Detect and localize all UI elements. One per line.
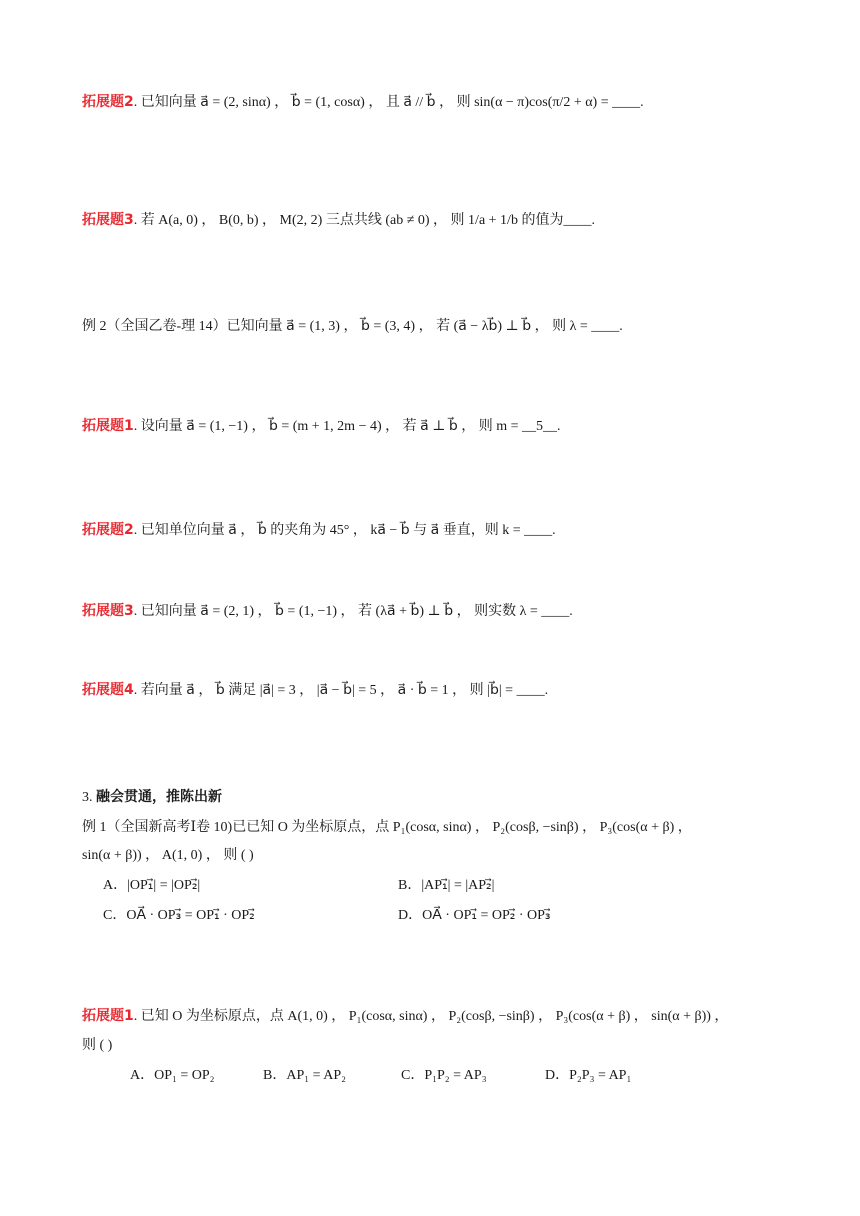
item-tag: 拓展题 [82,1008,124,1024]
item-text: 则 ( ) [82,1038,113,1053]
item-extension-1 [82,416,561,437]
item-extension-2b [82,520,556,541]
item-text: . 已知向量 a⃗ = (2, sinα) ， b⃗ = (1, cosα) ， 且 a⃗ // b⃗ ， 则 sin(α − π)cos(π/2 + α) = ____. [133,95,644,110]
item-text: . 若 A(a, 0) ， B(0, b) ， M(2, 2) 三点共线 (ab ≠ 0) ， 则 1/a + 1/b 的值为____. [133,213,595,228]
item-number: 3 [124,212,134,228]
item-text: . 已知单位向量 a⃗ ， b⃗ 的夹角为 45° ， ka⃗ − b⃗ 与 a⃗ 垂直，则 k = ____. [133,523,556,538]
item-number: 1 [124,418,134,434]
example-text: 例 2（全国乙卷-理 14）已知向量 a⃗ = (1, 3) ， b⃗ = (3, 4) ， 若 (a⃗ − λb⃗) ⊥ b⃗ ， 则 λ = ____. [82,319,623,334]
item-tag: 拓展题 [82,418,124,434]
item-text: . 若向量 a⃗ ， b⃗ 满足 |a⃗| = 3 ， |a⃗ − b⃗| = 5 ， a⃗ · b⃗ = 1 ， 则 |b⃗| = ____. [133,683,549,698]
item-tag: 拓展题 [82,603,124,619]
example-text: 例 1（全国新高考Ⅰ卷 10)已已知 O 为坐标原点，点 P₁(cosα, sinα) ， P₂(cosβ, −sinβ) ， P₃(cos(α + β) ， [82,820,692,835]
item-number: 1 [124,1008,134,1024]
item-number: 2 [124,522,134,538]
item-text: . 已知向量 a⃗ = (2, 1) ， b⃗ = (1, −1) ， 若 (λa⃗ + b⃗) ⊥ b⃗ ， 则实数 λ = ____. [133,604,573,619]
section-title: 融会贯通，推陈出新 [96,789,222,805]
item-text: . 设向量 a⃗ = (1, −1) ， b⃗ = (m + 1, 2m − 4) ， 若 a⃗ ⊥ b⃗ ， 则 m = __5__. [133,419,561,434]
example-1-line2 [82,846,254,866]
example-option-d: D．OA⃗ · OP₁⃗ = OP₂⃗ · OP₃⃗ [398,908,551,923]
example-option-a: A．|OP₁⃗| = |OP₂⃗| [103,878,201,893]
final-option-c: C．P₁P₂ = AP₃ [401,1068,487,1083]
example-1-line1 [82,818,692,838]
item-extension-2 [82,92,644,113]
item-tag: 拓展题 [82,522,124,538]
example-option-b: B．|AP₁⃗| = |AP₂⃗| [398,878,495,893]
final-item-line2 [82,1036,112,1056]
item-number: 3 [124,603,134,619]
item-tag: 拓展题 [82,212,124,228]
example-text: sin(α + β)) ， A(1, 0) ， 则 ( ) [82,848,254,863]
final-option-a: A．OP₁ = OP₂ [130,1068,215,1083]
final-option-d: D．P₂P₃ = AP₁ [545,1068,632,1083]
item-extension-4 [82,680,548,701]
item-tag: 拓展题 [82,682,124,698]
section-number: 3. [82,790,93,805]
item-number: 2 [124,94,134,110]
final-option-b: B．AP₁ = AP₂ [263,1068,347,1083]
item-text: . 已知 O 为坐标原点，点 A(1, 0) ， P₁(cosα, sinα) ， P₂(cosβ, −sinβ) ， P₃(cos(α + β) ， sin(α + β)) ， [133,1009,729,1024]
example-option-c: C．OA⃗ · OP₃⃗ = OP₁⃗ · OP₂⃗ [103,908,255,923]
item-tag: 拓展题 [82,94,124,110]
example-2 [82,317,623,337]
item-number: 4 [124,682,134,698]
final-item-line1 [82,1006,728,1027]
section-heading [82,787,222,808]
item-extension-3 [82,210,595,231]
item-extension-3b [82,601,573,622]
